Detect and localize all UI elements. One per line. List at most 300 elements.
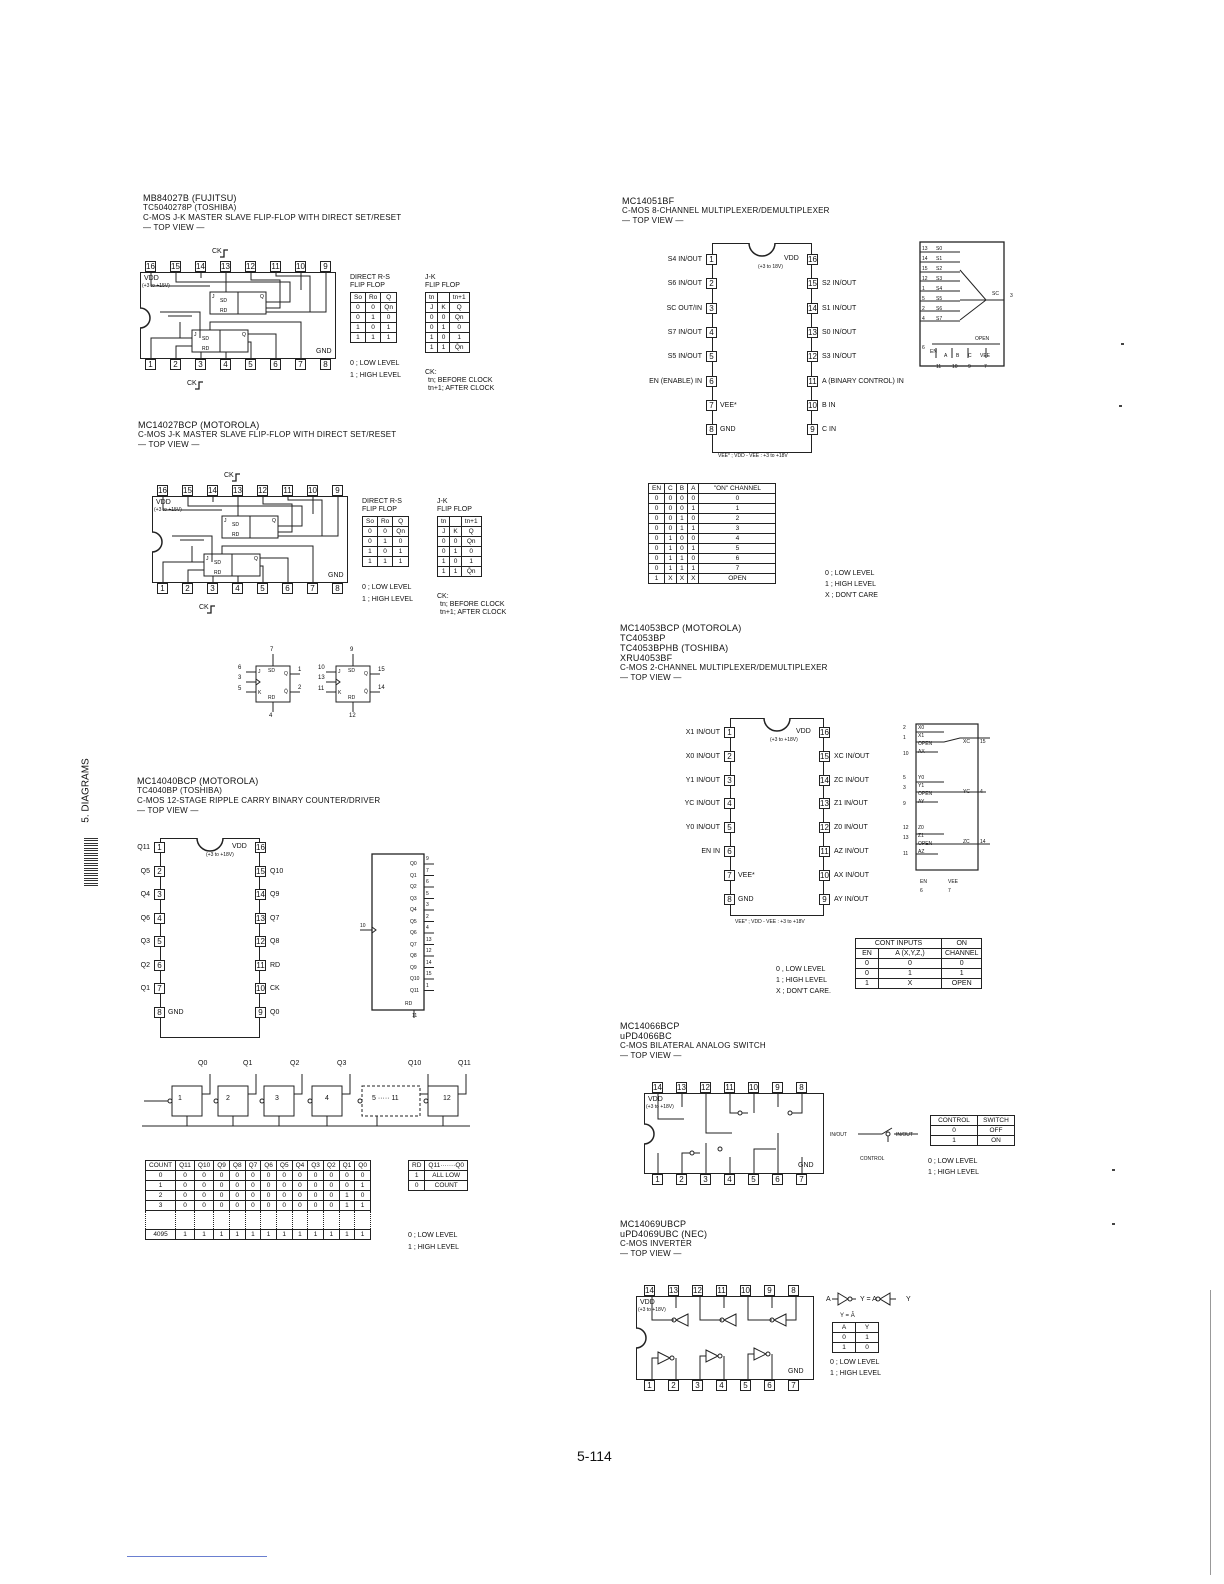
page-number: 5-114 xyxy=(577,1448,612,1464)
mc14051-label-left: S5 IN/OUT xyxy=(667,353,702,361)
mc14051-table-cell: 1 xyxy=(665,554,677,564)
side-barcode xyxy=(84,838,98,888)
chain-output-label: Q10 xyxy=(408,1060,422,1067)
counter-table-cell: 0 xyxy=(214,1201,230,1211)
mc14053-table-head: A (X,Y,Z,) xyxy=(879,949,942,959)
counter-output-label: Q4 xyxy=(410,907,417,913)
mc14053-switch-pin: 1 xyxy=(903,735,906,741)
mc14040-label-vdd: VDD xyxy=(232,843,247,850)
counter-table-cell: 1 xyxy=(308,1230,324,1240)
mc14027-clock-note-1: tn; BEFORE CLOCK xyxy=(440,601,505,608)
mc14053-pin-left: 2 xyxy=(724,751,735,762)
mc14051-table-cell: 0 xyxy=(649,524,665,534)
counter-output-label: Q6 xyxy=(410,930,417,936)
footer-link-line xyxy=(127,1556,267,1557)
mc14027-rs-title-2: FLIP FLOP xyxy=(362,506,397,513)
mc14027-pin-bottom: 7 xyxy=(307,583,318,594)
counter-table-gap-cell xyxy=(292,1211,308,1230)
mb84027b-rs-table-cell: 1 xyxy=(381,333,397,343)
mc14040-pin-left: 1 xyxy=(154,842,165,853)
mb84027b-rs-table-cell: 1 xyxy=(351,333,366,343)
mb84027b-rs-table-cell: So xyxy=(351,293,366,303)
mc14053-label-left: YC IN/OUT xyxy=(684,800,720,808)
counter-table-cell: 0 xyxy=(292,1201,308,1211)
mc14051-switch-bottom-label: C xyxy=(968,353,972,359)
mc14069-title-1: MC14069UBCP xyxy=(620,1219,687,1229)
mc14066-title-1: MC14066BCP xyxy=(620,1021,680,1031)
mc14051-table-cell: 0 xyxy=(688,514,699,524)
mc14069-gnd: GND xyxy=(788,1368,804,1375)
mc14027-rs-table-cell: Ro xyxy=(377,517,392,527)
ff-left-pin-q: 1 xyxy=(298,667,302,673)
mc14051-table-cell: 1 xyxy=(688,564,699,574)
counter-table-cell: Q10 xyxy=(194,1161,213,1171)
mc14051-switch-pin: 14 xyxy=(922,256,928,262)
mc14069-pin-bottom: 3 xyxy=(692,1380,703,1391)
mc14051-title-1: MC14051BF xyxy=(622,196,675,206)
counter-table-gap-cell xyxy=(276,1211,292,1230)
counter-table-gap-cell xyxy=(261,1211,277,1230)
svg-text:J: J xyxy=(206,556,209,562)
mc14051-switch-bottom-pin: 9 xyxy=(968,364,971,370)
mc14051-switch-pin: 1 xyxy=(922,286,925,292)
mc14051-label-left: S4 IN/OUT xyxy=(667,256,702,263)
mc14027-rs-title-1: DIRECT R-S xyxy=(362,498,402,505)
mb84027b-pin-bottom: 7 xyxy=(295,359,306,370)
mc14066-pin-bottom: 1 xyxy=(652,1174,663,1185)
mc14066-title-3: C-MOS BILATERAL ANALOG SWITCH xyxy=(620,1041,766,1050)
counter-output-label: Q2 xyxy=(410,884,417,890)
ff-left-symbol xyxy=(242,654,304,714)
counter-rd-pin: 11 xyxy=(412,1013,418,1019)
mc14053-switch-label: OPEN xyxy=(918,741,933,747)
mc14053-pin-right: 9 xyxy=(819,894,830,905)
mc14053-switch-label: OPEN xyxy=(918,791,933,797)
mc14040-label-left: Q1 xyxy=(140,985,150,992)
mc14053-table-cell: 1 xyxy=(942,969,982,979)
mb84027b-jk-table-cell: tn+1 xyxy=(449,293,469,303)
mc14040-label-right: Q7 xyxy=(270,914,280,922)
mc14027-jk-table-cell: 1 xyxy=(461,557,481,567)
mc14027-rs-table-cell: 0 xyxy=(377,527,392,537)
counter-table-cell: 0 xyxy=(194,1181,213,1191)
mc14053-switch-bottom: VEE xyxy=(948,879,959,885)
counter-table-cell: 0 xyxy=(276,1171,292,1181)
ff-left-lbl-qb: Q̄ xyxy=(284,689,288,695)
counter-table-gap-cell xyxy=(355,1211,371,1230)
counter-table-cell: 0 xyxy=(355,1191,371,1201)
rd-table-cell: COUNT xyxy=(425,1181,468,1191)
mc14051-label-right: C IN xyxy=(822,426,836,434)
mc14027-rs-table-cell: 1 xyxy=(363,557,378,567)
mc14040-legend-low: 0 ; LOW LEVEL xyxy=(408,1232,458,1239)
mc14066-switch-in: IN/OUT xyxy=(830,1132,847,1138)
mc14027-jk-table-cell: J xyxy=(438,527,450,537)
counter-table-cell: 0 xyxy=(176,1201,195,1211)
chain-stage-label: 4 xyxy=(325,1095,329,1102)
mc14051-body xyxy=(712,243,812,453)
mc14051-switch-label: S3 xyxy=(936,276,943,282)
mc14066-table-cell: OFF xyxy=(978,1126,1015,1136)
mc14051-switch-label: S6 xyxy=(936,306,943,312)
mc14027-jk-table-cell: 0 xyxy=(438,537,450,547)
svg-text:Q: Q xyxy=(254,556,258,562)
mc14051-switch-label: S5 xyxy=(936,296,943,302)
mc14069-pin-bottom: 1 xyxy=(644,1380,655,1391)
mb84027b-pin-bottom: 3 xyxy=(195,359,206,370)
counter-table-cell: 0 xyxy=(146,1171,176,1181)
counter-table-cell: 0 xyxy=(339,1171,355,1181)
ff-right-pin-k: 11 xyxy=(318,686,325,692)
mb84027b-pin-top: 10 xyxy=(296,262,305,271)
counter-table-cell: Q0 xyxy=(355,1161,371,1171)
mc14069-pin-top: 14 xyxy=(645,1286,654,1295)
counter-table-cell: 0 xyxy=(194,1171,213,1181)
mc14069-title-2: uPD4069UBC (NEC) xyxy=(620,1229,708,1239)
mc14051-switch-en: EN xyxy=(930,349,937,355)
counter-table-cell: 0 xyxy=(276,1191,292,1201)
ff-left-lbl-j: J xyxy=(258,669,261,675)
counter-table-cell: 1 xyxy=(214,1230,230,1240)
mc14040-pin-left: 3 xyxy=(154,889,165,900)
mc14040-pin-right: 9 xyxy=(255,1007,266,1018)
mc14027-pin-top: 12 xyxy=(258,486,267,495)
mc14066-pin-top: 12 xyxy=(701,1083,710,1092)
mc14027-legend-low: 0 ; LOW LEVEL xyxy=(362,584,412,591)
counter-table-cell: 1 xyxy=(194,1230,213,1240)
mc14066-table-cell: 1 xyxy=(931,1136,978,1146)
svg-text:Q: Q xyxy=(272,518,276,524)
mc14051-legend-x: X ; DON'T CARE xyxy=(825,592,878,599)
mc14027-jk-table-cell: Qn xyxy=(461,537,481,547)
mc14051-label-right: A (BINARY CONTROL) IN xyxy=(822,377,904,385)
mc14027-jk-table-cell xyxy=(450,517,461,527)
mb84027b-rs-table-cell: 0 xyxy=(365,323,380,333)
counter-table-cell: 0 xyxy=(261,1181,277,1191)
svg-text:SD: SD xyxy=(202,336,209,342)
mc14051-pin-left: 4 xyxy=(706,327,717,338)
mc14053-switch-pin: 11 xyxy=(903,851,909,857)
mc14051-table-cell: X xyxy=(665,574,677,584)
mc14066-switch-out: IN/OUT xyxy=(896,1132,913,1138)
mb84027b-jk-table-cell: 0 xyxy=(426,323,438,333)
counter-table-cell: 0 xyxy=(176,1191,195,1201)
mc14069-table-cell: Y xyxy=(856,1323,879,1333)
mb84027b-pin-bottom: 2 xyxy=(170,359,181,370)
side-section-label xyxy=(76,760,96,830)
ff-right-pin-sd: 9 xyxy=(350,647,354,653)
svg-text:Q: Q xyxy=(242,332,246,338)
mc14051-table-cell: 2 xyxy=(699,514,776,524)
mc14069-pin-bottom: 5 xyxy=(740,1380,751,1391)
mc14053-pin-left: 5 xyxy=(724,822,735,833)
mc14040-label-left: Q4 xyxy=(140,891,150,898)
mc14027-rs-table-cell: So xyxy=(363,517,378,527)
speck xyxy=(1112,1169,1115,1171)
counter-output-label: Q8 xyxy=(410,953,417,959)
mc14027-pin-bottom: 1 xyxy=(157,583,168,594)
mc14051-legend-high: 1 ; HIGH LEVEL xyxy=(825,581,876,588)
mc14069-table-cell: A xyxy=(833,1323,856,1333)
mc14066-legend-low: 0 ; LOW LEVEL xyxy=(928,1158,978,1165)
mb84027b-ck-bottom: CK xyxy=(187,380,197,387)
mc14053-header xyxy=(620,623,828,683)
mc14027-ck-bottom: CK xyxy=(199,604,209,611)
mb84027b-clock-symbol-bottom xyxy=(195,378,205,388)
mb84027b-jk-table-cell: J xyxy=(426,303,438,313)
mb84027b-jk-table-cell: 0 xyxy=(438,333,449,343)
mc14053-vee-note: VEE* ; VDD - VEE : +3 to +18V xyxy=(735,919,805,925)
mc14051-vdd-range: (+3 to 18V) xyxy=(758,264,783,270)
mc14051-table-cell: 0 xyxy=(665,494,677,504)
counter-table-cell: 1 xyxy=(261,1230,277,1240)
mc14069-legend-high: 1 ; HIGH LEVEL xyxy=(830,1370,881,1377)
counter-table-cell: 0 xyxy=(194,1191,213,1201)
speck xyxy=(1112,1223,1115,1225)
mc14069-title-3: C-MOS INVERTER xyxy=(620,1239,692,1248)
ff-right-pin-j: 10 xyxy=(318,665,325,671)
counter-table-cell: 2 xyxy=(146,1191,176,1201)
mc14053-pin-right: 14 xyxy=(820,775,829,785)
mc14027-pin-top: 10 xyxy=(308,486,317,495)
mc14051-vee-note: VEE* ; VDD - VEE : +3 to +18V xyxy=(718,453,788,459)
mc14027-jk-table-cell: 0 xyxy=(438,547,450,557)
mc14053-label-left: X0 IN/OUT xyxy=(685,752,720,760)
mc14053-notch xyxy=(763,717,791,733)
mc14051-table-cell: 0 xyxy=(665,524,677,534)
mc14051-pin-right: 14 xyxy=(808,303,817,313)
mc14053-legend-high: 1 ; HIGH LEVEL xyxy=(776,977,827,984)
mc14053-table-cell: 1 xyxy=(879,969,942,979)
mc14027-rs-table-cell: 0 xyxy=(363,527,378,537)
ff-right-lbl-j: J xyxy=(338,669,341,675)
mc14069-vdd-range: (+3 to +18V) xyxy=(638,1307,666,1313)
chain-stage-label: 3 xyxy=(275,1095,279,1102)
mc14066-pin-top: 8 xyxy=(796,1082,807,1093)
mc14051-switch-sc: SC xyxy=(992,291,999,297)
mc14069-pin-bottom: 4 xyxy=(716,1380,727,1391)
mb84027b-jk-table xyxy=(425,292,470,353)
counter-table-cell: 1 xyxy=(276,1230,292,1240)
counter-table-cell: 1 xyxy=(355,1230,371,1240)
mc14066-title-2: uPD4066BC xyxy=(620,1031,672,1041)
mc14040-pin-right: 12 xyxy=(256,937,265,946)
mc14027-rs-table-cell: 1 xyxy=(363,547,378,557)
mc14051-label-left-inside: VEE* xyxy=(720,401,737,409)
mc14051-table-cell: "ON" CHANNEL xyxy=(699,484,776,494)
counter-table-cell: 0 xyxy=(214,1181,230,1191)
mc14051-pin-left: 1 xyxy=(706,254,717,265)
mc14051-switch-label: S4 xyxy=(936,286,943,292)
mc14053-vdd-range: (+3 to +18V) xyxy=(770,737,798,743)
counter-table-cell: 0 xyxy=(292,1191,308,1201)
mc14040-label-left: Q5 xyxy=(140,867,150,875)
counter-table-cell: 4095 xyxy=(146,1230,176,1240)
counter-table-cell: 0 xyxy=(229,1201,245,1211)
mc14027-pin-top: 11 xyxy=(283,486,292,495)
ff-left-pin-sd: 7 xyxy=(270,647,274,653)
mc14053-switch-pin: 13 xyxy=(903,835,909,841)
mc14053-label-left-inside: VEE* xyxy=(738,871,755,879)
mc14053-switch-bottom: 6 xyxy=(920,888,923,894)
mc14053-label-left: X1 IN/OUT xyxy=(685,729,720,736)
mc14027-rs-table-cell: 1 xyxy=(393,557,409,567)
mc14027-title-1: MC14027BCP (MOTOROLA) xyxy=(138,420,260,430)
mc14051-table-cell: X xyxy=(688,574,699,584)
mc14069-pin-top: 13 xyxy=(669,1286,678,1295)
mc14051-pin-right: 11 xyxy=(808,376,817,386)
mc14066-table-cell: CONTROL xyxy=(931,1116,978,1126)
mc14027-pin-bottom: 5 xyxy=(257,583,268,594)
mb84027b-header xyxy=(143,193,401,233)
mb84027b-jk-title-1: J-K xyxy=(425,274,436,281)
mc14051-table-cell: C xyxy=(665,484,677,494)
mb84027b-pin-top: 14 xyxy=(196,262,205,271)
mc14053-body xyxy=(730,718,824,916)
mc14053-switch-pin: 5 xyxy=(903,775,906,781)
mb84027b-jk-table-cell xyxy=(438,293,449,303)
counter-output-label: Q5 xyxy=(410,918,417,925)
mc14051-switch-sc-pin: 3 xyxy=(1010,293,1013,299)
counter-table-cell: 0 xyxy=(292,1181,308,1191)
mc14066-table-cell: ON xyxy=(978,1136,1015,1146)
ff-right-lbl-qb: Q̄ xyxy=(364,689,368,695)
mc14053-switch-label: Z0 xyxy=(918,825,924,831)
mc14051-table-cell: 1 xyxy=(665,544,677,554)
mc14069-logic-eq: Y = A xyxy=(860,1296,877,1303)
mc14053-title-4: XRU4053BF xyxy=(620,653,673,663)
counter-table-cell: 0 xyxy=(355,1171,371,1181)
counter-table-cell: 1 xyxy=(146,1181,176,1191)
chain-stage-label: 2 xyxy=(226,1095,230,1102)
mc14053-switch-pin: 10 xyxy=(903,751,909,757)
mc14051-pin-right: 15 xyxy=(808,279,817,289)
mc14053-switch-label: X0 xyxy=(918,725,925,731)
mc14027-rs-table-cell: 0 xyxy=(363,537,378,547)
counter-table-cell: 1 xyxy=(339,1201,355,1211)
mc14051-label-right: B IN xyxy=(822,401,836,409)
mb84027b-rs-table-cell: 0 xyxy=(351,303,366,313)
mb84027b-pin-bottom: 1 xyxy=(145,359,156,370)
mc14069-title-4: — TOP VIEW — xyxy=(620,1249,682,1258)
mc14051-switch-bottom-pin: 10 xyxy=(952,364,958,370)
mc14027-vdd-range: (+3 to +15V) xyxy=(154,507,182,513)
mc14053-title-2: TC4053BP xyxy=(620,633,666,643)
mc14053-label-left: Y0 IN/OUT xyxy=(685,824,720,832)
counter-table-cell: 0 xyxy=(261,1191,277,1201)
mc14053-switch-pin: 9 xyxy=(903,801,906,807)
mc14051-switch-bottom-pin: 7 xyxy=(984,364,987,370)
mc14040-label-right: Q8 xyxy=(270,938,280,945)
mc14066-vdd-range: (+3 to +18V) xyxy=(646,1104,674,1110)
mc14051-table-cell: 0 xyxy=(649,554,665,564)
mb84027b-jk-table-cell: 0 xyxy=(438,313,449,323)
mc14069-pin-bottom: 7 xyxy=(788,1380,799,1391)
mc14051-pin-right: 16 xyxy=(808,255,817,264)
mc14027-pin-top: 9 xyxy=(332,485,343,496)
mb84027b-title-1: MB84027B (FUJITSU) xyxy=(143,193,237,203)
mc14051-notch xyxy=(748,242,776,258)
mb84027b-pin-bottom: 5 xyxy=(245,359,256,370)
mc14027-clock-symbol-bottom xyxy=(207,602,217,612)
counter-table-cell: 0 xyxy=(308,1191,324,1201)
mc14027-pin-bottom: 4 xyxy=(232,583,243,594)
mc14066-pin-top: 9 xyxy=(772,1082,783,1093)
side-label-text: 5. DIAGRAMS xyxy=(80,758,92,823)
counter-table-cell: 0 xyxy=(276,1181,292,1191)
mc14053-pin-left: 3 xyxy=(724,775,735,786)
mc14069-logic-y: Y xyxy=(906,1296,911,1303)
mc14053-table xyxy=(855,938,982,989)
mc14053-label-left: EN IN xyxy=(701,848,720,855)
mb84027b-rs-table-cell: 0 xyxy=(365,303,380,313)
mc14051-label-left: SC OUT/IN xyxy=(666,304,702,312)
mc14027-rs-table-cell: 1 xyxy=(377,537,392,547)
mb84027b-pin-top: 13 xyxy=(221,262,230,271)
mc14051-pin-left: 7 xyxy=(706,400,717,411)
mc14051-label-right: S0 IN/OUT xyxy=(822,328,857,336)
mc14027-jk-table-cell: 1 xyxy=(438,557,450,567)
counter-table-cell: Q5 xyxy=(276,1161,292,1171)
mb84027b-clock-note-0: CK: xyxy=(425,369,437,376)
counter-table-cell: 0 xyxy=(245,1181,261,1191)
mb84027b-rs-table-cell: 0 xyxy=(381,313,397,323)
mc14053-label-right: Z0 IN/OUT xyxy=(834,824,868,832)
mc14053-switch-out: ZC xyxy=(963,839,970,845)
mc14051-table-cell: 1 xyxy=(688,504,699,514)
mc14051-title-3: — TOP VIEW — xyxy=(622,216,684,225)
mc14040-pin-left: 6 xyxy=(154,960,165,971)
mc14051-switch-open: OPEN xyxy=(975,336,990,342)
mc14053-title-5: C-MOS 2-CHANNEL MULTIPLEXER/DEMULTIPLEXER xyxy=(620,663,828,672)
mc14053-switch-pin: 12 xyxy=(903,825,909,831)
mc14051-pin-right: 9 xyxy=(807,424,818,435)
mb84027b-rs-table-cell: 1 xyxy=(381,323,397,333)
mc14051-label-left: S6 IN/OUT xyxy=(667,280,702,288)
counter-table-gap-cell xyxy=(176,1211,195,1230)
mb84027b-pin-bottom: 6 xyxy=(270,359,281,370)
mc14027-pin-top: 16 xyxy=(158,486,167,495)
counter-table-cell: 0 xyxy=(214,1171,230,1181)
mc14040-label-left: Q11 xyxy=(137,844,150,851)
svg-text:RD: RD xyxy=(214,570,222,576)
mb84027b-pin-bottom: 4 xyxy=(220,359,231,370)
svg-text:J: J xyxy=(194,332,197,338)
mc14051-table-cell: 5 xyxy=(699,544,776,554)
counter-table-cell: 0 xyxy=(229,1171,245,1181)
mc14040-pin-right: 11 xyxy=(256,960,265,970)
mc14053-table-cell: 0 xyxy=(856,969,879,979)
mc14069-pin-bottom: 6 xyxy=(764,1380,775,1391)
mb84027b-legend-high: 1 ; HIGH LEVEL xyxy=(350,372,401,379)
mc14051-table-cell: 1 xyxy=(676,564,687,574)
mc14053-switch-out: XC xyxy=(963,739,970,745)
mc14027-rs-table-cell: 0 xyxy=(393,537,409,547)
mc14027-jk-table-cell: Q xyxy=(461,527,481,537)
mc14027-jk-title-1: J-K xyxy=(437,498,448,505)
mb84027b-title-2: TC5040278P (TOSHIBA) xyxy=(143,203,237,212)
mc14051-table-cell: 1 xyxy=(676,554,687,564)
mc14051-switch-pin: 12 xyxy=(922,276,928,282)
counter-table-cell: Q6 xyxy=(261,1161,277,1171)
ff-left-lbl-k: K xyxy=(258,690,262,696)
mc14051-switch-pin: 5 xyxy=(922,296,925,302)
chain-output-label: Q0 xyxy=(198,1060,208,1067)
counter-table-cell: 0 xyxy=(261,1171,277,1181)
mc14051-table-cell: 1 xyxy=(688,544,699,554)
mc14040-pin-right: 13 xyxy=(256,913,265,923)
mc14027-vdd: VDD xyxy=(156,499,171,506)
